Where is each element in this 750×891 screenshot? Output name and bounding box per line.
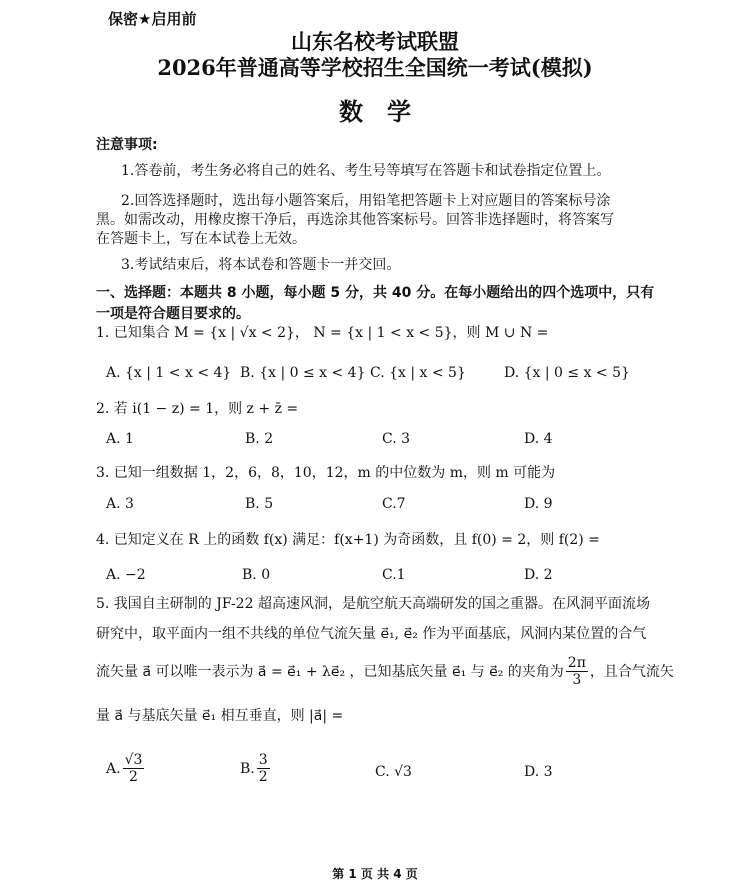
option-b-fraction: [257, 752, 270, 785]
notice-item-2-end: 在答题卡上，写在本试卷上无效。: [96, 231, 306, 247]
question-3-option-a: A. 3: [106, 496, 134, 512]
section-heading-cont: 一项是符合题目要求的。: [96, 306, 250, 322]
subject-title: 数 学: [339, 97, 411, 126]
question-2-option-a: A. 1: [106, 431, 134, 447]
exam-organization: 山东名校考试联盟: [291, 29, 459, 54]
question-3-stem: 3. 已知一组数据 1，2，6，8，10，12，m 的中位数为 m，则 m 可能为: [96, 465, 556, 481]
notice-item-2-cont: 黑。如需改动，用橡皮擦干净后，再选涂其他答案标号。回答非选择题时，将答案写: [96, 212, 614, 228]
option-a-fraction: [123, 752, 145, 785]
question-5-stem-line-2: 研究中，取平面内一组不共线的单位气流矢量 e⃗₁, e⃗₂ 作为平面基底，风洞内某位置的合气: [96, 626, 647, 642]
option-a-denominator: 2: [129, 769, 138, 785]
question-5-option-d: D. 3: [524, 764, 553, 780]
question-4-option-d: D. 2: [524, 567, 553, 583]
exam-title: 2026年普通高等学校招生全国统一考试(模拟): [157, 55, 593, 80]
question-5-stem-line-4: 量 a⃗ 与基底矢量 e⃗₁ 相互垂直，则 |a⃗| =: [96, 708, 344, 724]
question-1-option-d: D. {x | 0 ≤ x < 5}: [504, 365, 630, 381]
angle-denominator: 3: [572, 672, 582, 688]
question-2-stem: 2. 若 i(1 − z) = 1，则 z + z̄ =: [96, 401, 299, 417]
notice-item-1: 1.答卷前，考生务必将自己的姓名、考生号等填写在答题卡和试卷指定位置上。: [121, 163, 611, 179]
angle-numerator: 2π: [567, 655, 586, 671]
question-4-option-a: A. −2: [106, 567, 146, 583]
question-4-option-c: C.1: [382, 567, 406, 583]
notice-item-3: 3.考试结束后，将本试卷和答题卡一并交回。: [121, 257, 401, 273]
option-b-numerator: 3: [258, 752, 268, 768]
question-2-option-c: C. 3: [382, 431, 411, 447]
question-3-option-b: B. 5: [245, 496, 274, 512]
question-3-option-d: D. 9: [524, 496, 553, 512]
question-5-option-b: [240, 752, 272, 785]
option-b-denominator: 2: [258, 769, 268, 785]
question-1-option-b: B. {x | 0 ≤ x < 4}: [240, 365, 366, 381]
question-5-stem-line-3-text: 流矢量 a⃗ 可以唯一表示为 a⃗ = e⃗₁ + λe⃗₂ ，已知基底矢量 e⃗₁ 与 e⃗₂ 的夹角为: [96, 663, 564, 680]
option-label: A.: [106, 760, 121, 777]
option-label: B.: [240, 760, 255, 777]
question-1-stem: 1. 已知集合 M = {x | √x < 2}， N = {x | 1 < x < 5}，则 M ∪ N =: [96, 325, 549, 341]
question-4-option-b: B. 0: [242, 567, 271, 583]
section-heading: 一、选择题：本题共 8 小题，每小题 5 分，共 40 分。在每小题给出的四个选项中，只有: [96, 285, 655, 301]
question-2-option-d: D. 4: [524, 431, 553, 447]
option-a-numerator: √3: [124, 752, 143, 768]
notice-item-2: 2.回答选择题时，选出每小题答案后，用铅笔把答题卡上对应题目的答案标号涂: [121, 193, 611, 209]
notice-heading: 注意事项:: [96, 137, 158, 153]
question-5-stem-line-3-end: ，且合气流矢: [589, 663, 674, 680]
confidential-mark: 保密★启用前: [108, 10, 197, 28]
question-1-option-a: A. {x | 1 < x < 4}: [106, 365, 232, 381]
question-5-stem-line-3: [96, 655, 674, 688]
question-5-option-c: C. √3: [375, 764, 412, 780]
question-5-stem-line-1: 5. 我国自主研制的 JF-22 超高速风洞，是航空航天高端研发的国之重器。在风洞平面流场: [96, 596, 650, 612]
question-2-option-b: B. 2: [245, 431, 274, 447]
question-5-option-a: [106, 752, 146, 785]
page-footer: 第 1 页 共 4 页: [332, 867, 418, 881]
question-3-option-c: C.7: [382, 496, 406, 512]
angle-fraction: [566, 655, 588, 688]
question-1-option-c: C. {x | x < 5}: [370, 365, 466, 381]
question-4-stem: 4. 已知定义在 R 上的函数 f(x) 满足：f(x+1) 为奇函数，且 f(0) = 2，则 f(2) =: [96, 532, 600, 548]
